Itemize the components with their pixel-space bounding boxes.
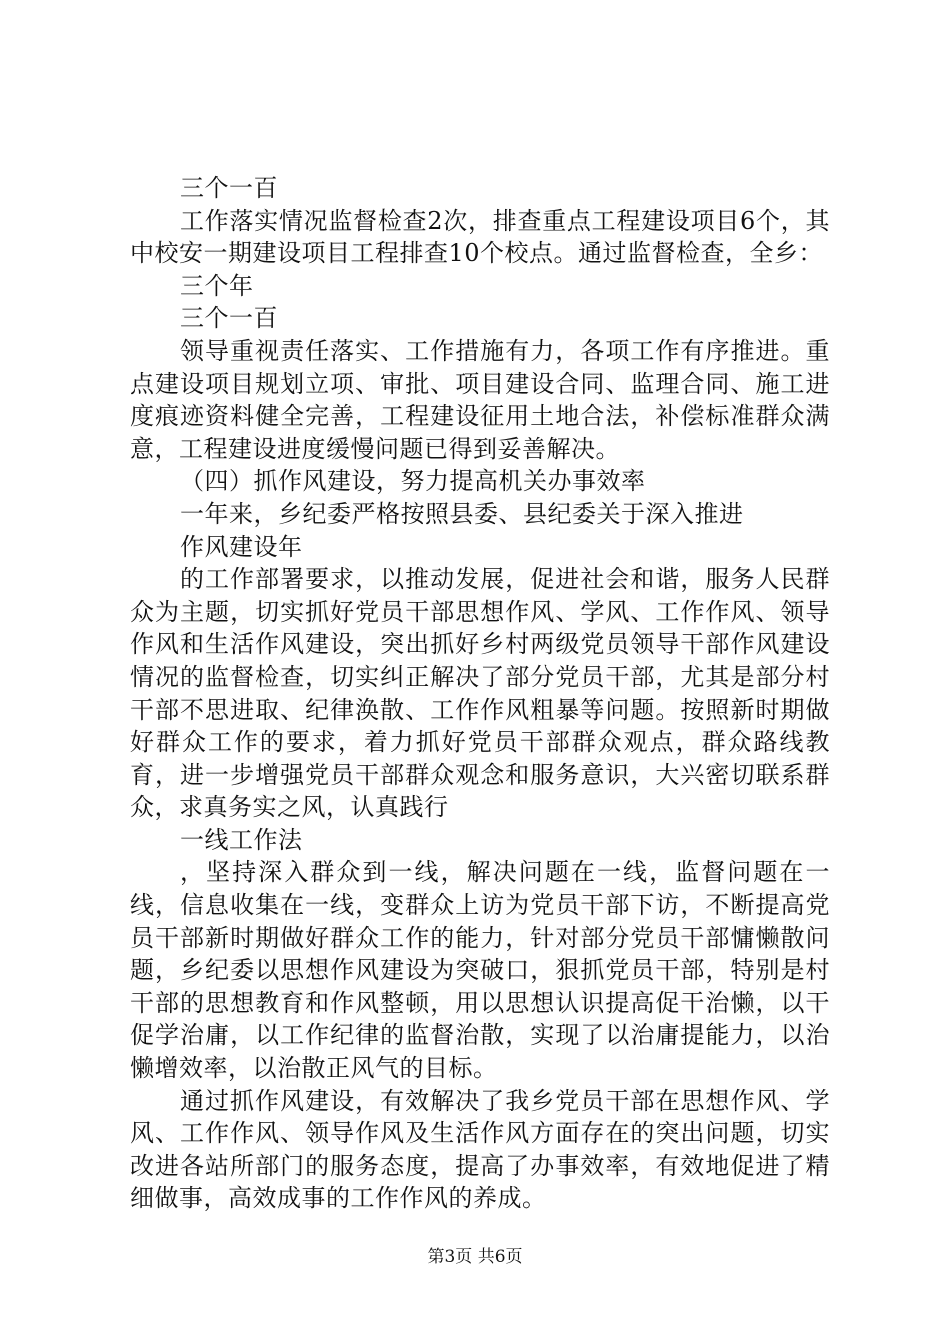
- page-number-footer: 第3页 共6页: [427, 1247, 523, 1267]
- paragraph-8: 作风建设年: [180, 532, 303, 561]
- paragraph-3: 三个年: [180, 271, 254, 300]
- paragraph-4: 三个一百: [180, 304, 278, 333]
- document-body: [130, 172, 830, 1215]
- paragraph-11: ，坚持深入群众到一线，解决问题在一线，监督问题在一线，信息收集在一线，变群众上访为党员干部下访，不断提高党员干部新时期做好群众工作的能力，针对部分党员干部慵懒散问题，乡纪委以思想作风建设为突破口，狠抓党员干部，特别是村干部的思想教育和作风整顿，用以思想认识提高促干治懒，以干促学治庸，以工作纪律的监督治散，实现了以治庸提能力，以治懒增效率，以治散正风气的目标。: [130, 858, 830, 1083]
- paragraph-5: 领导重视责任落实、工作措施有力，各项工作有序推进。重点建设项目规划立项、审批、项目建设合同、监理合同、施工进度痕迹资料健全完善，工程建设征用土地合法，补偿标准群众满意，工程建设进度缓慢问题已得到妥善解决。: [130, 336, 830, 463]
- paragraph-2: 工作落实情况监督检查2次，排查重点工程建设项目6个，其中校安一期建设项目工程排查10个校点。通过监督检查，全乡：: [130, 206, 830, 268]
- paragraph-1: 三个一百: [180, 174, 278, 202]
- paragraph-10: 一线工作法: [180, 825, 303, 854]
- paragraph-12: 通过抓作风建设，有效解决了我乡党员干部在思想作风、学风、工作作风、领导作风及生活作风方面存在的突出问题，切实改进各站所部门的服务态度，提高了办事效率，有效地促进了精细做事，高效成事的工作作风的养成。: [130, 1086, 830, 1213]
- paragraph-7: 一年来，乡纪委严格按照县委、县纪委关于深入推进: [180, 499, 744, 528]
- section-heading: （四）抓作风建设，努力提高机关办事效率: [180, 467, 646, 496]
- paragraph-9: 的工作部署要求，以推动发展，促进社会和谐，服务人民群众为主题，切实抓好党员干部思想作风、学风、工作作风、领导作风和生活作风建设，突出抓好乡村两级党员领导干部作风建设情况的监督检查，切实纠正解决了部分党员干部，尤其是部分村干部不思进取、纪律涣散、工作作风粗暴等问题。按照新时期做好群众工作的要求，着力抓好党员干部群众观点，群众路线教育，进一步增强党员干部群众观念和服务意识，大兴密切联系群众，求真务实之风，认真践行: [130, 565, 830, 822]
